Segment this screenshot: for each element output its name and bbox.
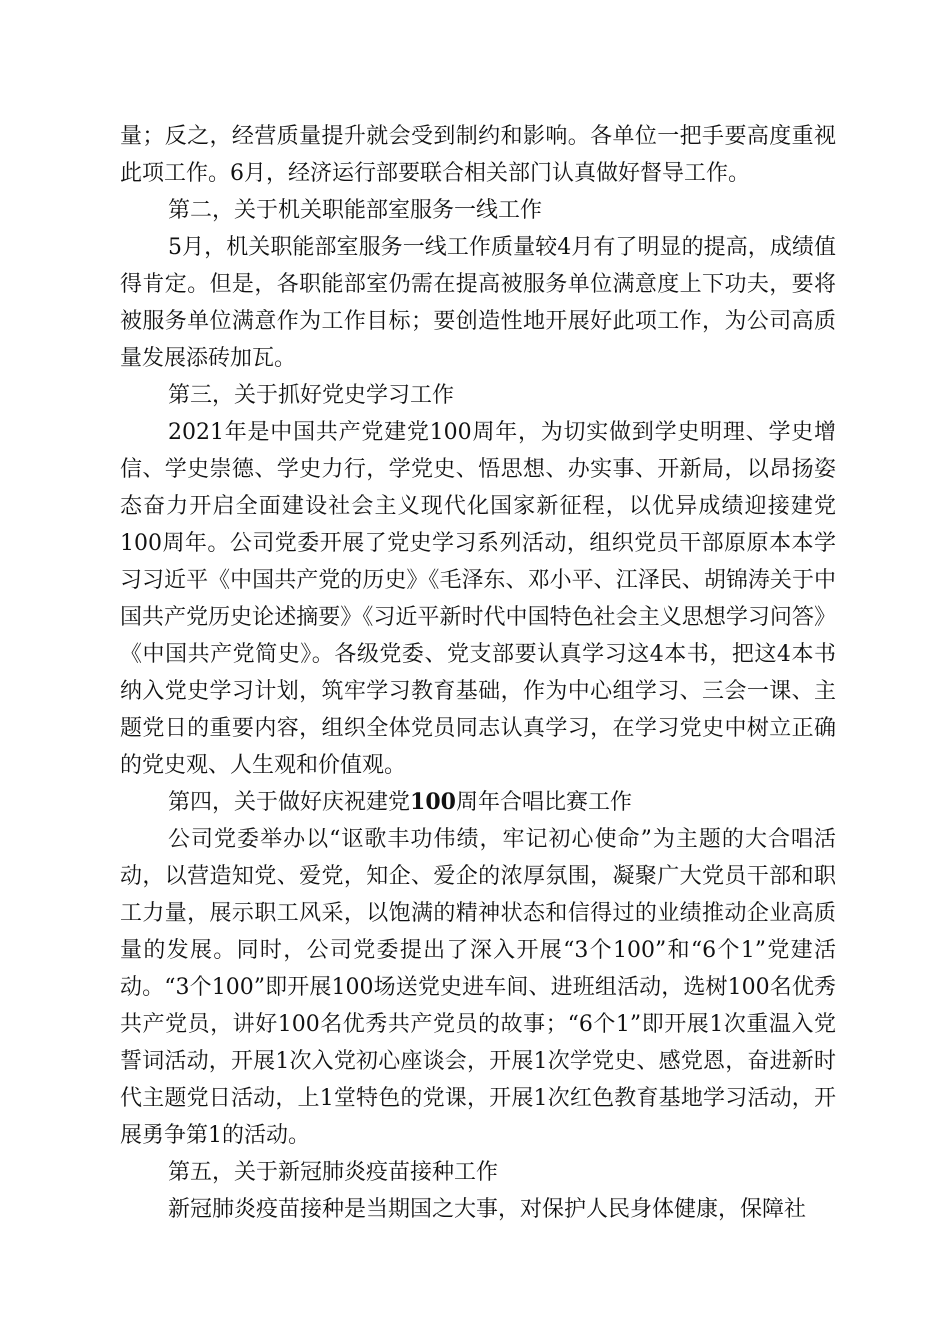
heading-fifth-section: 第五，关于新冠肺炎疫苗接种工作 bbox=[168, 1160, 499, 1185]
heading-fourth-section bbox=[120, 784, 836, 821]
paragraph-vaccination: 新冠肺炎疫苗接种是当期国之大事，对保护人民身体健康，保障社 bbox=[168, 1197, 807, 1222]
heading-third-section: 第三，关于抓好党史学习工作 bbox=[168, 383, 455, 408]
document-body bbox=[120, 118, 836, 1228]
paragraph-chorus-activity: 公司党委举办以“讴歌丰功伟绩，牢记初心使命”为主题的大合唱活动，以营造知党、爱党，知企、爱企的浓厚氛围，凝聚广大党员干部和职工力量，展示职工风采，以饱满的精神状态和信得过的业绩推动企业高质量的发展。同时，公司党委提出了深入开展“3个100”和“6个1”党建活动。“3个100”即开展100场送党史进车间、进班组活动，选树100名优秀共产党员，讲好100名优秀共产党员的故事；“6个1”即开展1次重温入党誓词活动，开展1次入党初心座谈会，开展1次学党史、感党恩，奋进新时代主题党日活动，上1堂特色的党课，开展1次红色教育基地学习活动，开展勇争第1的活动。 bbox=[120, 827, 836, 1148]
paragraph-quality-continued: 量；反之，经营质量提升就会受到制约和影响。各单位一把手要高度重视此项工作。6月，经济运行部要联合相关部门认真做好督导工作。 bbox=[120, 124, 836, 186]
heading-second-section: 第二，关于机关职能部室服务一线工作 bbox=[168, 198, 543, 223]
heading-fourth-number: 100 bbox=[410, 789, 456, 815]
heading-fourth-suffix: 周年合唱比赛工作 bbox=[455, 790, 632, 815]
paragraph-service-frontline: 5月，机关职能部室服务一线工作质量较4月有了明显的提高，成绩值得肯定。但是，各职能部室仍需在提高被服务单位满意度上下功夫，要将被服务单位满意作为工作目标；要创造性地开展好此项工作，为公司高质量发展添砖加瓦。 bbox=[120, 235, 836, 371]
paragraph-party-history-study: 2021年是中国共产党建党100周年，为切实做到学史明理、学史增信、学史崇德、学史力行，学党史、悟思想、办实事、开新局，以昂扬姿态奋力开启全面建设社会主义现代化国家新征程，以优异成绩迎接建党100周年。公司党委开展了党史学习系列活动，组织党员干部原原本本学习习近平《中国共产党的历史》《毛泽东、邓小平、江泽民、胡锦涛关于中国共产党历史论述摘要》《习近平新时代中国特色社会主义思想学习问答》《中国共产党简史》。各级党委、党支部要认真学习这4本书，把这4本书纳入党史学习计划，筑牢学习教育基础，作为中心组学习、三会一课、主题党日的重要内容，组织全体党员同志认真学习，在学习党史中树立正确的党史观、人生观和价值观。 bbox=[120, 420, 836, 778]
heading-fourth-prefix: 第四，关于做好庆祝建党 bbox=[168, 790, 411, 815]
